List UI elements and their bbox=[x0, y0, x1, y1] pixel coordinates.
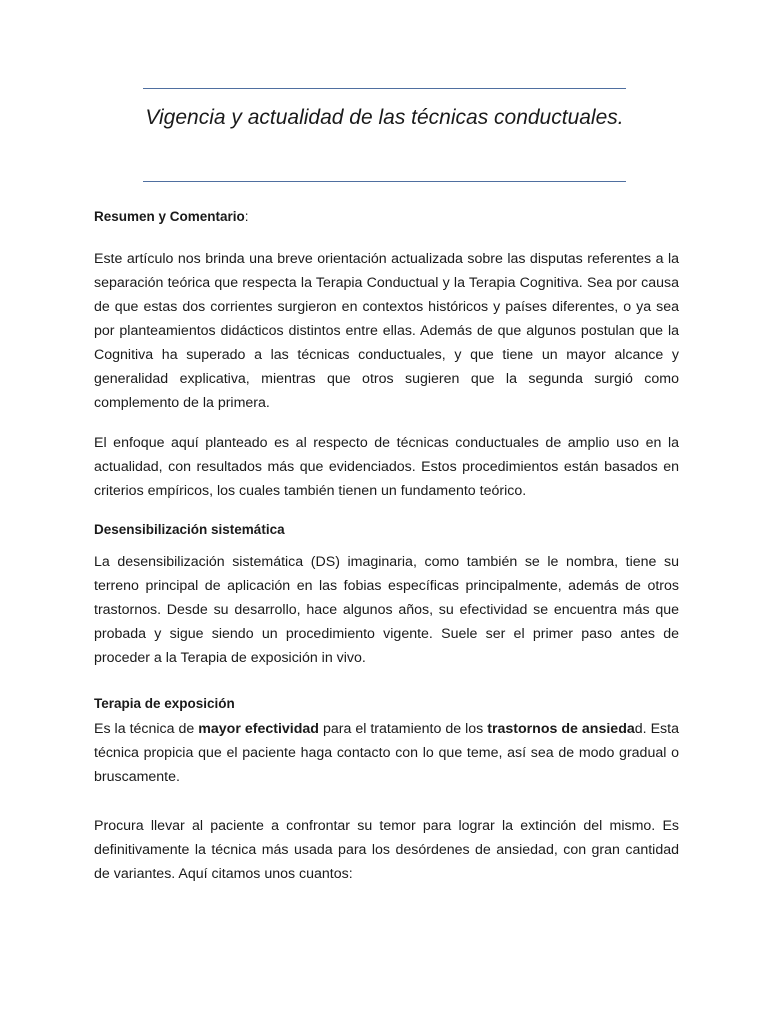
exposicion-bold-mayor-efectividad: mayor efectividad bbox=[198, 721, 319, 737]
exposicion-bold-trastornos: trastornos de ansieda bbox=[487, 721, 635, 737]
section-heading-resumen-colon: : bbox=[244, 209, 249, 224]
exposicion-text-2: para el tratamiento de los bbox=[318, 721, 488, 737]
paragraph-exposicion-2: Procura llevar al paciente a confrontar su temor para lograr la extinción del mismo. Es definitivamente la técnica más usada para los desórdenes de ansiedad, con gran cantidad de variantes. Aquí citamos unos cuantos: bbox=[94, 818, 679, 882]
section-heading-exposicion: Terapia de exposición bbox=[94, 696, 235, 711]
section-heading-desensibilizacion: Desensibilización sistemática bbox=[94, 522, 285, 537]
paragraph-resumen-2: El enfoque aquí planteado es al respecto de técnicas conductuales de amplio uso en la actualidad, con resultados más que evidenciados. Estos procedimientos están basados en criterios empíricos, los cuales también tienen un fundamento teórico. bbox=[94, 435, 679, 499]
paragraph-resumen-1: Este artículo nos brinda una breve orientación actualizada sobre las disputas referentes a la separación teórica que respecta la Terapia Conductual y la Terapia Cognitiva. Sea por causa de que estas dos corrientes surgieron en contextos históricos y países diferentes, o ya sea por planteamientos didácticos distintos entre ellas. Además de que algunos postulan que la Cognitiva ha superado a las técnicas conductuales, y que tiene un mayor alcance y generalidad explicativa, mientras que otros sugieren que la segunda surgió como complemento de la primera. bbox=[94, 251, 679, 411]
section-heading-resumen-text: Resumen y Comentario bbox=[94, 209, 245, 224]
exposicion-text-3: d. Esta técnica propicia que el paciente haga contacto con lo que teme, así sea de modo gradual o bruscamente. bbox=[94, 721, 679, 785]
section-heading-resumen bbox=[94, 209, 249, 224]
paragraph-desensibilizacion: La desensibilización sistemática (DS) imaginaria, como también se le nombra, tiene su terreno principal de aplicación en las fobias específicas principalmente, además de otros trastornos. Desde su desarrollo, hace algunos años, su efectividad se encuentra más que probada y sigue siendo un procedimiento vigente. Suele ser el primer paso antes de proceder a la Terapia de exposición in vivo. bbox=[94, 554, 679, 666]
title-bottom-rule bbox=[143, 181, 626, 182]
exposicion-text-1: Es la técnica de bbox=[94, 721, 199, 737]
title-top-rule bbox=[143, 88, 626, 89]
document-title: Vigencia y actualidad de las técnicas conductuales. bbox=[145, 106, 624, 129]
paragraph-exposicion-1 bbox=[94, 717, 679, 789]
